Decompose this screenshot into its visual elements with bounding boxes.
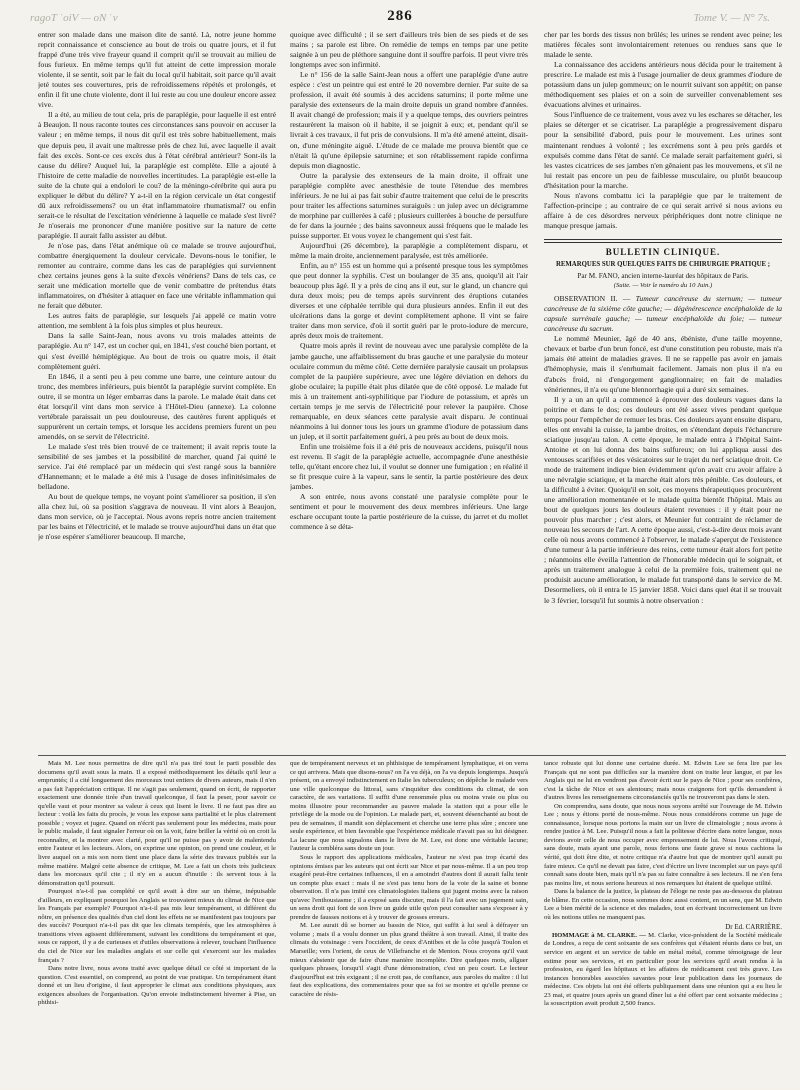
paragraph: Le malade s'est très bien trouvé de ce traitement; il avait repris toute la sensibilité de ses jambes et la possibilité de marcher, quand j'ai quitté le service. J'ai été remplacé par un médecin qui s'est rangé sous la bannière d'Hannemann; et le malade a été mis à l'usage de doses infinitésimales de belladone. (38, 441, 276, 492)
page-header (0, 0, 800, 22)
paragraph: Outre la paralysie des extenseurs de la main droite, il offrait une paraplégie complète avec anesthésie de toute l'étendue des membres inférieurs. Je ne lui ai pas fait subir d'autre traitement que celui de le prescrits pour traiter les affections saturnines suraiguës : un julep avec un décigramme de morphine par cuillerées à café ; plusieurs cuillerées à bouche de persulfure de fer dans la journée ; des bains savonneux aussi fréquens que le malade les puisse supporter. Et vous voyez le changement qui s'est fait. (290, 170, 528, 240)
paragraph: cher par les bords des tissus non brûlés; les urines se rendent avec peine; les matières fécales sont involontairement retenues ou rendues sans que le malade le sente. (544, 30, 782, 60)
paragraph: La connaissance des accidens antérieurs nous décida pour le traitement à prescrire. Le malade est mis à l'usage journalier de deux grammes d'iodure de potassium dans un julep gommeux; on le nourrit suivant son appétit; on panse méthodiquement ses plaies et on a soin de surveiller convenablement ses évacuations alvines et urinaires. (544, 60, 782, 110)
bulletin-subtitle: REMARQUES SUR QUELQUES FAITS DE CHIRURGIE PRATIQUE ; (555, 260, 771, 268)
paragraph: Je n'ose pas, dans l'état anémique où ce malade se trouve aujourd'hui, combattre énergiquement la douleur cervicale. Devons-nous le tonifier, le remonter au contraire, comme dans les cas de paraplégies qui surviennent chez certains jeunes gens à la suite d'excès vénériens? Dans de tels cas, ce serait une médication mortelle que de venir combattre de prétendus états inflammatoires, on d'hésiter à attaquer en face une véritable inflammation qui ne ferait que débuter. (38, 240, 276, 311)
paragraph: tance robuste qui lui donne une certaine durée. M. Edwin Lee se fera lire par les Français qui ne sont pas difficiles sur la manière dont on traite leur langue, et par les Anglais qui ne lui en vendront pas d'avoir écrit sur le pays de Nice ; pour ses confrères, c'est la tâche de Nice et ses alentours; mais nous craignons fort qu'ils demandent à d'autres livres les renseignemens circonstanciés qu'ils ne trouveront pas dans le sien. (544, 760, 782, 802)
paragraph: Nous n'avons combattu ici la paraplégie que par le traitement de l'affection-principe ; au contraire de ce qui serait arrivé si nous avions eu affaire à de ces désordres nerveux périphériques dont notre clinique ne manque presque jamais. (544, 190, 782, 230)
bulletin-author: Par M. FANO, ancien interne-lauréat des hôpitaux de Paris. (577, 272, 749, 281)
bleed-through-text-left: ragoT ˈoiV — oN ˈv (30, 12, 118, 24)
paragraph: A son entrée, nous avons constaté une paralysie complète pour le sentiment et pour le mouvement des deux membres inférieurs. Une large eschare occupant toute la partie postérieure de la cuisse, du jarret et du mollet commence à se déta- (290, 492, 528, 532)
paragraph: On comprendra, sans doute, que nous nous soyons arrêté sur l'ouvrage de M. Edwin Lee ; nous y étions porté de nous-même. Nous nous considérons comme un juge de connaissance, lorsque nous portons la main sur un livre de climatologie ; nous avons à rendre justice à M. Lee. Puisqu'il nous a fait la politesse d'écrire dans notre langue, nous devions avoir celle de nous occuper avec empressement de lui. Nous l'avons critiqué, sans doute, mais ayant une parole, nous ferions une faute grave si nous cachions la vérité, qui doit être dite, et notre critique n'a d'autre but que de montrer qu'il aurait pu faire mieux. Ce qu'il ne devait pas faire, c'est d'écrire un livre incomplet sur un pays qu'il connaît sans doute bien, mais qu'il n'a pas su faire connaître à ses lecteurs. Il ne s'en fera pas moins lire, et nous serions heureux si nos remarques lui étaient de quelque utilité. (544, 802, 782, 887)
bulletin-title: BULLETIN CLINIQUE. (605, 246, 721, 257)
signature: Dr Ed. CARRIÈRE. (725, 923, 782, 932)
paragraph: M. Lee aurait dû se borner au bassin de Nice, qui suffit à lui seul à défrayer un volume ; mais il a voulu donner un plus grand théâtre à son travail. Ainsi, il traite des climats du voisinage : vers l'occident, de ceux d'Antibes et de la côte jusqu'à Toulon et Marseille; vers l'orient, de ceux de Villefranche et de Menton. Nous croyons qu'il vaut mieux s'abstenir que de faire d'une manière incomplète. Dire quelques mots, allguer quelques phrases, lorsqu'il s'agit d'une démonstration, c'est un peu court. Le lecteur d'aujourd'hui est très exigeant ; il ne croit pas, de confiance, aux paroles du maître : il lui faut des explications, des commentaires pour que sa foi se montre et qu'elle prenne ce caractère de résis- (290, 922, 528, 998)
paragraph: Il y a un an qu'il a commencé à éprouver des douleurs vagues dans la poitrine et dans le dos; ces douleurs ont été assez vives pendant quelque temps pour l'empêcher de remuer les bras. Ces douleurs ayant ensuite disparu, elles ont envahi la cuisse, la jambe droites, en s'étendant depuis l'échancrure sciatique jusqu'au talon. A cette époque, le malade entra à l'hôpital Saint-Antoine et on lui donna des bains sulfureux; on lui appliqua aussi des ventouses scarifiées et des vésicatoires sur le trajet du nerf sciatique droit. Ce mode de traitement indique bien évidemment qu'on avait cru avoir affaire à une névralgie sciatique, et la marche était alors très pénible. Ces douleurs, et la difficulté à éviter. Quoiqu'il en soit, ces moyens thérapeutiques procurèrent une amélioration momentanée et le malade quitta bientôt l'hôpital. Mais au bout de quelques jours les douleurs étaient revenues : il y était pour ne pouvoir plus marcher ; c'est alors, et Meunier fut contraint de réclamer de nouveau les secours de l'art. A cette époque aussi, c'est-à-dire deux mois avant celle où nous avons commencé à l'observer, le malade s'aperçut de l'existence d'une tumeur à la partie inférieure des reins, cette tumeur était alors fort petite ; néanmoins elle éveilla l'attention de l'honorable médecin qui le soignait, et après un traitement analogue à celui de la première fois, traitement qui ne produisit aucune amélioration, le malade fut transporté dans le service de M. Desormeliers, où il entra le 15 janvier 1858. Voici dans quel état il se trouvait le 3 février, lorsqu'il fut soumis à notre observation : (544, 394, 782, 605)
column-3 (544, 760, 782, 1086)
paragraph: Enfin, au n° 155 est un homme qui a présenté presque tous les symptômes que peut donner la syphilis. C'est un boulanger de 35 ans, quoiqu'il ait l'air beaucoup plus âgé. Il y a près de cinq ans il eut, sur le gland, un chancre qui dura deux mois; peu de temps après survinrent des éruptions cutanées diverses et une céphalée terrible qui dura plusieurs années. Enfin il eut des ulcérations dans la gorge et devint complètement aphone. Il vint se faire traiter dans mon service, d'où il sortit guéri par le proto-iodure de mercure, après deux mois de traitement. (290, 261, 528, 341)
page-number: 286 (387, 8, 413, 24)
paragraph: Mais M. Lee nous permettra de dire qu'il n'a pas tiré tout le parti possible des documens qu'il avait sous la main. Il a exposé méthodiquement les détails qu'il leur a empruntés; il a cité longuement des morceaux tout entiers de divers auteurs, mais il n'en a pas fait l'appréciation critique. Il ne s'agit pas seulement, quand on écrit, de rapporter exactement une donnée tirée d'un travail quelconque, il faut la peser, pour savoir ce qu'elle vaut et pour montrer sa valeur à ceux qui lisent le livre. Il ne faut pas dire au lecteur : voilà les faits du procès, je vous les expose sans partialité et le plus clairement possible ; voyez et jugez. Quand on n'écrit pas seulement pour les médecins, mais pour le public malade, il faut signaler l'erreur où on la voit, faire briller la vérité où on croit la reconnaître, et la montrer avec clarté, pour qu'il ne puisse pas y avoir de malentendu entre l'auteur et les lecteurs. Alors, on exprime une opinion, on prend une couleur, et le livre auquel on a mis son nom tient une place dans la série des travaux publiés sur la même matière. Malgré cette absence de critique, M. Lee a fait un choix très judicieux dans les morceaux qu'il cite ; il n'y en a aucun d'inutile : ils servent tous à la démonstration qu'il poursuit. (38, 760, 276, 887)
column-1 (38, 760, 276, 1086)
column-1 (38, 30, 276, 750)
paragraph: Il a été, au milieu de tout cela, pris de paraplégie, pour laquelle il est entré à Beaujon. Il nous raconte toutes ces circonstances sans pouvoir en accuser la valeur ; en même temps, il nous dit qu'il est très sobre habituellement, mais que depuis peu, il avait une maîtresse près de chez lui, avec laquelle il avait fait des excès. Sont-ce ces excès dus à l'état cérébral antérieur? Sont-ils la cause du délire? Auquel lui, la paraplégie est complète. Elle a ajouté à l'histoire de cette maladie de nouvelles incertitudes. La paraplégie est-elle la suite de la chute qui a endolori le cou? de la méningo-cérébrite qui aura pu expliquer le début du délire? Y a-t-il en la région cervicale un état congestif dû aux refroidissemens? ou un état inflammatoire rhumatismal? ou enfin serait-ce le résultat de l'excitation vénérienne à laquelle ce malade s'est livré? Je n'oserais me prononcer d'une manière positive sur la nature de cette paraplégie. Il aurait fallu assister au début. (38, 110, 276, 240)
paragraph: quoique avec difficulté ; il se sert d'ailleurs très bien de ses pieds et de ses mains ; sa parole est libre. On remédie de temps en temps par une petite saignée à un peu de pléthore sanguine dont il souffre parfois. Il peut vivre très longtemps avec son infirmité. (290, 30, 528, 70)
paragraph: Dans la balance de la justice, la plateau de l'éloge ne reste pas au-dessous du plateau de blâme. En cette occasion, nous sommes donc aussi content, en un sens, que M. Edwin Lee a bien mérité de la science et des malades, tout en écrivant incorrectement un livre où les notions utiles ne manquent pas. (544, 888, 782, 921)
feuilleton (38, 755, 786, 1090)
bleed-through-text-right: Tome V. — N° 7s. (693, 12, 770, 24)
hommage-title: HOMMAGE à M. CLARKE. — (552, 931, 646, 939)
column-3 (544, 30, 782, 750)
paragraph: Le n° 156 de la salle Saint-Jean nous a offert une paraplégie d'une autre espèce : c'est un peintre qui est entré le 20 novembre dernier. Par suite de sa profession, il avait été soumis à des accidens saturnins; il porte même une paralysie des extenseurs de la main droite depuis un grand nombre d'années. Il avait changé de profession; mais il y a quelque temps, des ouvriers peintres restaurèrent la maison où il habite, il se joignit à eux; et, pendant qu'il se livrait à ces travaux, il fut pris de convulsions. Il m'a été amené atteint, disait-on, d'une méningite aiguë. L'étude de ce malade me prouva bientôt que ce n'était là qu'une épilepsie saturnine; et son rétablissement rapide confirma depuis mon diagnostic. (290, 70, 528, 170)
observation-title: Tumeur cancéreuse du sternum; — tumeur cancéreuse de la sixième côte gauche; — dégénérescence encéphaloïde de la capsule surrénale gauche; — tumeur encéphaloïde du foie; — tumeur cancéreuse du sacrum. (544, 294, 782, 334)
paragraph: En 1846, il a senti peu à peu comme une barre, une ceinture autour du tronc, des membres inférieurs, puis bientôt la paraplégie survint complète. En outre, il se montra un léger embarras dans la parole. Le malade était dans cet état lorsqu'il vint dans mon service à l'Hôtel-Dieu (annexe). La colonne vertébrale paraissait un peu douloureuse, des cautères furent appliqués et suppurèrent un certain temps, et lorsque les accidens premiers furent un peu amendés, on se servit de l'électricité. (38, 371, 276, 441)
paragraph: Dans notre livre, nous avons traité avec quelque détail ce côté si important de la question. C'est essentiel, on comprend, au point de vue pratique. Un tempérament étant donné et un lieu d'origine, il faut approprier le climat aux conditions physiques, aux exigences absolues de l'organisation. Qu'on envoie indistinctement hiverner à Pise, un phthisi- (38, 965, 276, 1007)
section-divider (544, 239, 782, 243)
paragraph: Les autres faits de paraplégie, sur lesquels j'ai appelé ce matin votre attention, me semblent à la fois plus simples et plus heureux. (38, 311, 276, 331)
article-main (38, 30, 786, 750)
paragraph: Aujourd'hui (26 décembre), la paraplégie a complètement disparu, et même la main droite, anciennement paralysée, est très améliorée. (290, 240, 528, 261)
paragraph: Sous l'influence de ce traitement, vous avez vu les eschares se détacher, les plaies se déterger et se cicatriser. La paraplégie a progressivement disparu pour la sensibilité d'abord, puis pour le mouvement. Les urines sont maintenant rendues à volonté ; les excrémens sont à peu près gardés et expulsés comme dans l'état de santé. Ce malade serait parfaitement guéri, si les vastes cicatrices de ses jambes n'en gênaient pas les mouvemens, et s'il ne lui restait pas encore un peu de faiblesse musculaire, ou plutôt beaucoup d'hésitation pour la marche. (544, 110, 782, 190)
hommage-text: M. Clarke, vice-président de la Société médicale de Londres, a reçu de cent soixante de ses confrères qui s'étaient réunis dans ce but, un service en argent et un service de table en métal métal, comme témoignage de leur estime pour ses services, et en particulier pour les services qu'il avait rendus à la profession, eu égard les hôpitaux et les affaires de médicament cest très grave. Les instances honorables associées savantes pour leur publication dans les journaux de médecine. Ces objets lui ont été offerts publiquement dans une réunion qui a eu lieu le 23 mai, et quatre jours après un grand dîner lui a été offert par cent soixante médecins ; la souscription avait produit 2,500 francs. (544, 931, 782, 1008)
paragraph: Enfin une troisième fois il a été pris de nouveaux accidens, puisqu'il nous est revenu. Il s'agit de la paraplégie actuelle, accompagnée d'une anesthésie telle, qu'étant encore chez lui, il voulut se donner une fumigation ; en réalité il se fit presque cuire à la vapeur, sans le sentir, la partie postérieure des deux jambes. (290, 441, 528, 492)
column-2 (290, 760, 528, 1086)
column-2 (290, 30, 528, 750)
observation-label: OBSERVATION II. — (554, 294, 631, 304)
hommage-notice (544, 932, 782, 1009)
paragraph: Quatre mois après il revint de nouveau avec une paralysie complète de la jambe gauche, une affaiblissement du bras gauche et une paralysie du moteur oculaire commun du même côté. Cette dernière paralysie causait un prolapsus complet de la paupière supérieure, avec une légère déviation en dehors du globe oculaire; la pupille était plus dilatée que de côté opposé. Le malade fut mis à un traitement anti-syphilitique par l'iodure de potassium, et après un certain temps je me servis de l'électricité pour relever la paupière. Chose remarquable, en deux séances cette paralysie avait disparu. Je continuai néanmoins à lui donner tous les jours un gramme d'iodure de potassium dans un julep, et il sortit parfaitement guéri, à peu près au bout de deux mois. (290, 341, 528, 441)
paragraph: entrer son malade dans une maison dite de santé. Là, notre jeune homme reprit connaissance et conscience au bout de trois ou quatre jours, et il fut frappé d'une très vive frayeur quand il comprit qu'il se trouvait au milieu de fous furieux. En même temps qu'il fut atteint de cette impression morale violente, il se sentit, soit par le fait du local qu'il habitait, soit parce qu'il avait jeté toutes ses couvertures, pris de refroidissemens répétés et prolongés, et enfin il fit une chute violente, dont il lui reste au cou une douleur encore assez vive. (38, 30, 276, 110)
bulletin-note: (Suite. — Voir le numéro du 10 Juin.) (613, 282, 713, 290)
paragraph: Le nommé Meunier, âgé de 40 ans, ébéniste, d'une taille moyenne, chevaux et barbe d'un brun foncé, est d'une constitution peu robuste, mais n'a jamais été atteint de maladies graves. Il ne se rappelle pas avoir en jamais d'hémophysie, mais il s'enrhumait facilement. Jamais non plus il n'a eu d'abcès froid, ni d'engorgement ganglionnaire; en fait de maladies vénériennes, il n'a eu qu'une blennorrhagie qui a duré six semaines. (544, 334, 782, 394)
paragraph: Pourquoi n'a-t-il pas complété ce qu'il avait à dire sur un thème, inépuisable d'ailleurs, en expliquant pourquoi les Anglais se trouvaient mieux du climat de Nice que les Français par exemple? Pourquoi n'a-t-il pas mis leur tempérament, si différent du nôtre, en présence des qualités d'un ciel dont les effets ne se manifestent pas toujours par des succès? Pourquoi n'a-t-il pas dit que les climats tempérés, que les atmosphères à transitions vives agissent différemment, suivant les conditions du tempérament et que, sous ce rapport, il y a de curieuses et d'utiles observations à relever, touchant l'influence du ciel de Nice sur les maladies anglais et sur celle qui s'exercent sur les malades français ? (38, 888, 276, 964)
observation-heading (544, 294, 782, 334)
paragraph: Sous le rapport des applications médicales, l'auteur ne s'est pas trop écarté des opinions émises par les auteurs qui ont écrit sur Nice et par nous-même. Il a un peu trop exagéré peut-être certaines influences, il en a amoindri d'autres dont il aurait fallu tenir un compte plus exact : mais il ne s'est pas tenu hors de la voie de la saine et bonne observation. Il n'a pas imité ces climatologistes italiens qui jugent moins avec la raison qu'avec l'enthousiasme ; il a exposé sans discuter, mais il l'a fait avec un jugement sain, un sens droit qui font de son livre un guide utile qu'on peut consulter sans s'exposer à y prendre de fausses notions et à y trouver de grosses erreurs. (290, 854, 528, 921)
paragraph: Au bout de quelque temps, ne voyant point s'améliorer sa position, il s'en alla chez lui, où sa position s'aggrava de nouveau. Il vint alors à Beaujon, dans mon service, où je l'acceptai. Nous avons repris notre ancien traitement par les bains et l'électricité, et le malade se trouve aujourd'hui dans un état que je n'ose espérer s'améliorer beaucoup. Il marche, (38, 492, 276, 542)
paragraph: Dans la salle Saint-Jean, nous avons vu trois malades atteints de paraplégie. Au n° 147, est un cocher qui, en 1841, s'est couché bien portant, et qui s'est éveillé hémiplégique. Au bout de trois ou quatre mois, il était complètement guéri. (38, 331, 276, 371)
paragraph: que de tempérament nerveux et un phthisique de tempérament lymphatique, et on verra ce qui arrivera. Mais que disons-nous? on l'a vu déjà, on l'a vu depuis longtemps. Jusqu'à présent, on a envoyé indistinctement en Italie les tuberculeux; on dépêche le malade vers une ville quelconque du littoral, sans s'inquiéter des conditions du climat, de son caractère, de ses variations. Il suffit d'une renommée plus ou moins vraie ou plus ou moins illusoire pour recommander au pauvre malade la station qui a pour elle le privilège de la mode ou de l'opinion. Le malade part, et, souvent désenchanté au bout de peu de semaines, il mandit son déplacement et cherche une terre plus sûre ; encore une seule expérience, et bien favorable que l'expérience médicale n'avait pas su lui désigner. La lacune que nous signalons dans le livre de M. Lee, est donc une véritable lacune; l'auteur la combléra sans doute un jour. (290, 760, 528, 853)
